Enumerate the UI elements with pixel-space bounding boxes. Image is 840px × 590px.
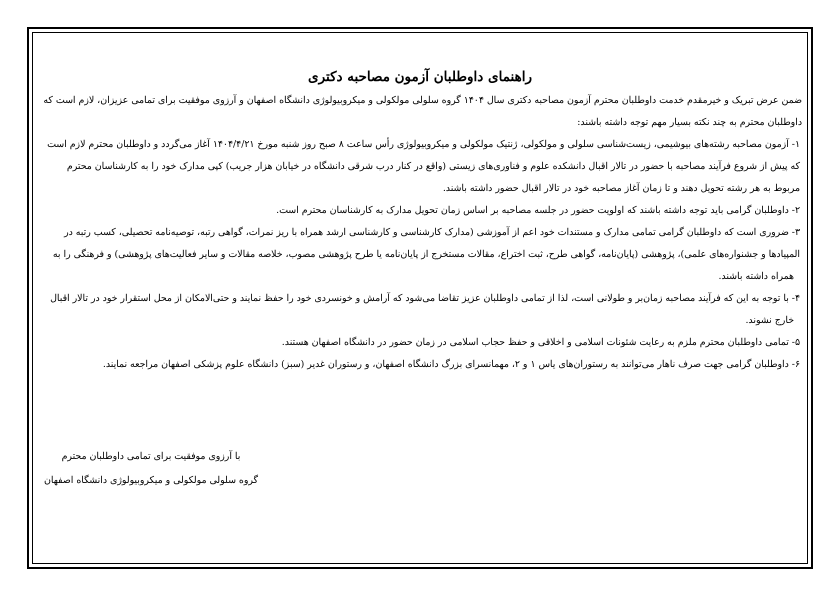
list-item-3 xyxy=(38,222,802,288)
list-item-5 xyxy=(38,332,802,354)
list-item-line: ۵- تمامی داوطلبان محترم ملزم به رعایت شئونات اسلامی و اخلاقی و حفظ حجاب اسلامی در زمان حضور در دانشگاه اصفهان هستند. xyxy=(281,337,800,348)
list-item-line: خارج نشوند. xyxy=(745,315,794,326)
intro-line: داوطلبان محترم به چند نکته بسیار مهم توجه داشته باشند: xyxy=(577,117,802,128)
intro-line: ضمن عرض تبریک و خیرمقدم خدمت داوطلبان محترم آزمون مصاحبه دکتری سال ۱۴۰۴ گروه سلولی مولکولی و میکروبیولوژی دانشگاه اصفهان و آرزوی موفقیت برای تمامی عزیزان، لازم است که xyxy=(43,95,802,106)
document-title: راهنمای داوطلبان آزمون مصاحبه دکتری xyxy=(308,69,532,85)
list-item-line: ۴- با توجه به این که فرآیند مصاحبه زمان‌بر و طولانی است، لذا از تمامی داوطلبان عزیز تقاضا می‌شود که آرامش و خونسردی خود را حفظ نمایند و حتی‌الامکان از محل استقرار خود در تالار اقبال xyxy=(50,293,800,304)
list-item-line: مربوط به هر رشته تحویل دهند و تا زمان آغاز مصاحبه خود در تالار اقبال حضور داشته باشند. xyxy=(442,183,800,194)
list-item-6 xyxy=(38,354,802,376)
document-body xyxy=(38,66,802,376)
closing-signature xyxy=(44,445,258,493)
list-item-line: همراه داشته باشند. xyxy=(718,271,794,282)
list-item-line: المپیادها و جشنواره‌های علمی)، پژوهشی (پایان‌نامه، گواهی طرح، ثبت اختراع، مقالات مستخرج از پایان‌نامه یا طرح پژوهشی مصوب، خلاصه مقالات و سایر فعالیت‌های پژوهشی) و فرهنگی را به xyxy=(52,249,800,260)
closing-wish: با آرزوی موفقیت برای تمامی داوطلبان محترم xyxy=(61,451,241,462)
list-item-line: ۶- داوطلبان گرامی جهت صرف ناهار می‌توانند به رستوران‌های یاس ۱ و ۲، مهمانسرای بزرگ دانشگاه اصفهان، و رستوران غدیر (سبز) دانشگاه علوم پزشکی اصفهان مراجعه نمایند. xyxy=(102,359,800,370)
list-item-line: ۱- آزمون مصاحبه رشته‌های بیوشیمی، زیست‌شناسی سلولی و مولکولی، ژنتیک مولکولی و میکروبیولوژی رأس ساعت ۸ صبح روز شنبه مورخ ۱۴۰۴/۴/۲۱ آغاز می‌گردد و داوطلبان محترم لازم است xyxy=(47,139,800,150)
list-item-1 xyxy=(38,134,802,200)
list-item-line: که پیش از شروع فرآیند مصاحبه با حضور در تالار اقبال دانشکده علوم و فناوری‌های زیستی (واقع در کنار درب شرقی دانشگاه در خیابان هزار جریب) کپی مدارک خود را به کارشناسان محترم xyxy=(66,161,800,172)
signature-department: گروه سلولی مولکولی و میکروبیولوژی دانشگاه اصفهان xyxy=(43,475,258,486)
list-item-2 xyxy=(38,200,802,222)
list-item-line: ۲- داوطلبان گرامی باید توجه داشته باشند که اولویت حضور در جلسه مصاحبه بر اساس زمان تحویل مدارک به کارشناسان محترم است. xyxy=(276,205,800,216)
list-item-line: ۳- ضروری است که داوطلبان گرامی تمامی مدارک و مستندات خود اعم از آموزشی (مدارک کارشناسی و کارشناسی ارشد همراه با ریز نمرات، گواهی رتبه، توصیه‌نامه تحصیلی، کسب رتبه در xyxy=(64,227,800,238)
intro-paragraph xyxy=(38,90,802,134)
list-item-4 xyxy=(38,288,802,332)
